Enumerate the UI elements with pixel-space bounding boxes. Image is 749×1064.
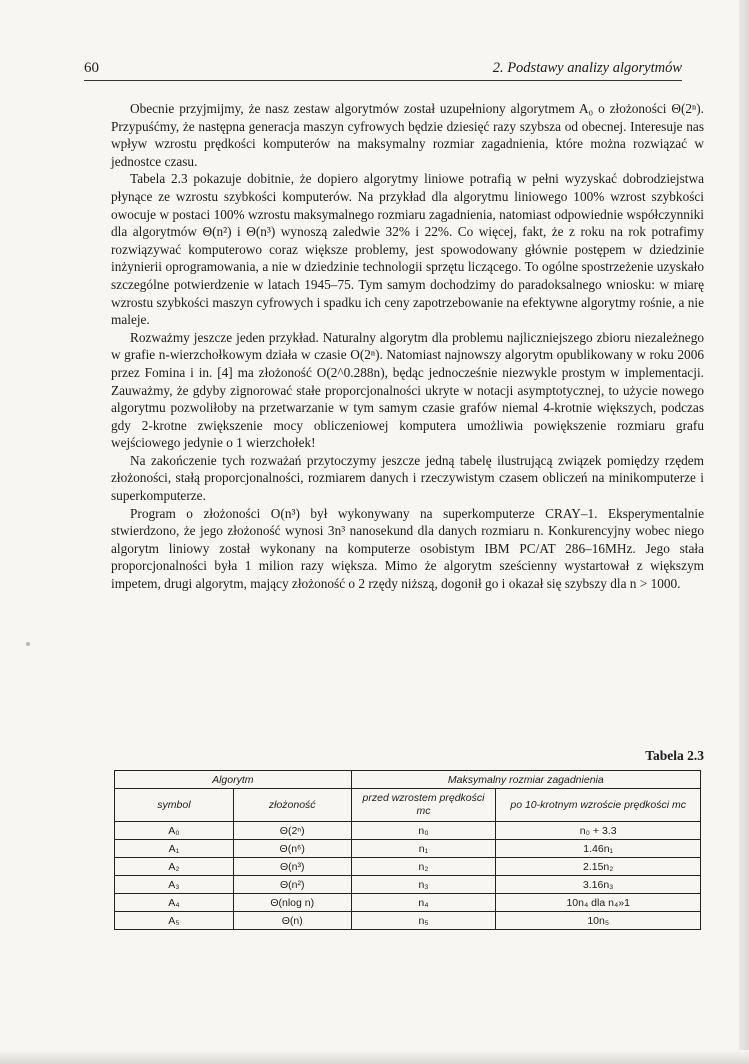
column-header-before: przed wzrostem prędkości mc bbox=[351, 789, 496, 822]
cell-symbol: A₃ bbox=[115, 876, 234, 894]
table-row bbox=[115, 876, 701, 894]
cell-symbol: A₂ bbox=[115, 858, 234, 876]
cell-symbol: A₀ bbox=[115, 822, 234, 840]
table-row bbox=[115, 894, 701, 912]
table-row bbox=[115, 822, 701, 840]
cell-before: n₂ bbox=[351, 858, 496, 876]
page-header bbox=[84, 58, 682, 81]
cell-after: 3.16n₃ bbox=[496, 876, 701, 894]
cell-complexity: Θ(n⁶) bbox=[233, 840, 351, 858]
cell-after: 1.46n₁ bbox=[496, 840, 701, 858]
cell-after: 10n₄ dla n₄»1 bbox=[496, 894, 701, 912]
cell-before: n₃ bbox=[351, 876, 496, 894]
cell-before: n₀ bbox=[351, 822, 496, 840]
cell-after: 10n₅ bbox=[496, 912, 701, 930]
paragraph-2: Tabela 2.3 pokazuje dobitnie, że dopiero algorytmy liniowe potrafią w pełni wyzyskać dobrodziejstwa płynące ze wzrostu szybkości komputerów. Na przykład dla algorytmu liniowego 100% wzrost szybkości owocuje w postaci 100% wzrostu maksymalnego rozmiaru zagadnienia, natomiast odpowiednie współczynniki dla algorytmów Θ(n²) i Θ(n³) wynoszą zaledwie 32% i 22%. Co więcej, fakt, że z roku na rok potrafimy rozwiązywać komputerowo coraz większe problemy, jest spowodowany głównie postępem w dziedzinie inżynierii oprogramowania, a nie w dziedzinie technologii sprzętu liczącego. To ogólne spostrzeżenie uzyskało szczególne potwierdzenie w latach 1945–75. Tym samym dochodzimy do paradoksalnego wniosku: w miarę wzrostu szybkości maszyn cyfrowych i spadku ich ceny zapotrzebowanie na efektywne algorytmy rośnie, a nie maleje. bbox=[111, 171, 704, 328]
page-body bbox=[111, 100, 704, 927]
cell-after: 2.15n₂ bbox=[496, 858, 701, 876]
group-header-algorytm: Algorytm bbox=[115, 771, 352, 789]
cell-complexity: Θ(nlog n) bbox=[233, 894, 351, 912]
cell-before: n₁ bbox=[351, 840, 496, 858]
group-header-max-size: Maksymalny rozmiar zagadnienia bbox=[351, 771, 700, 789]
cell-after: n₀ + 3.3 bbox=[496, 822, 701, 840]
running-title: 2. Podstawy analizy algorytmów bbox=[492, 60, 682, 76]
cell-symbol: A₄ bbox=[115, 894, 234, 912]
table-column-header-row bbox=[115, 789, 701, 822]
table-group-header-row bbox=[115, 771, 701, 789]
page-edge bbox=[739, 0, 749, 1064]
table-row bbox=[115, 912, 701, 930]
paragraph-1: Obecnie przyjmijmy, że nasz zestaw algorytmów został uzupełniony algorytmem A₀ o złożoności Θ(2ⁿ). Przypuśćmy, że następna generacja maszyn cyfrowych będzie dziesięć razy szybsza od obecnej. Interesuje nas wpływ wzrostu prędkości komputerów na maksymalny rozmiar zagadnienia, które można rozwiązać w jednostce czasu. bbox=[111, 101, 704, 169]
paragraph-3: Rozważmy jeszcze jeden przykład. Naturalny algorytm dla problemu najliczniejszego zbioru niezależnego w grafie n-wierzchołkowym działa w czasie O(2ⁿ). Natomiast najnowszy algorytm opublikowany w roku 2006 przez Fomina i in. [4] ma złożoność O(2^0.288n), będąc jednocześnie niezwykle prostym w implementacji. Zauważmy, że gdyby zignorować stałe proporcjonalności ukryte w notacji asymptotycznej, to użycie nowego algorytmu pozwoliłoby na przetwarzanie w tym samym czasie grafów niemal 4-krotnie większych, podczas gdy 2-krotne zwiększenie mocy obliczeniowej komputera umożliwia powiększenie rozmiaru grafu wejściowego jedynie o 1 wierzchołek! bbox=[111, 329, 704, 451]
cell-symbol: A₁ bbox=[115, 840, 234, 858]
table-row bbox=[115, 840, 701, 858]
complexity-table bbox=[114, 770, 701, 930]
paragraph-5: Program o złożoności O(n³) był wykonywany na superkomputerze CRAY–1. Eksperymentalnie stwierdzono, że jego złożoność wynosi 3n³ nanosekund dla danych rozmiaru n. Konkurencyjny wobec niego algorytm liniowy został wykonany na komputerze osobistym IBM PC/AT 286–16MHz. Jego stała proporcjonalności była 1 milion razy większa. Mimo że algorytm sześcienny wystartował z większym impetem, drugi algorytm, mający złożoność o 2 rzędy niższą, dogonił go i okazał się szybszy dla n > 1000. bbox=[111, 505, 704, 592]
column-header-symbol: symbol bbox=[115, 789, 234, 822]
table-caption: Tabela 2.3 bbox=[645, 748, 704, 763]
column-header-after: po 10-krotnym wzroście prędkości mc bbox=[496, 789, 701, 822]
cell-complexity: Θ(2ⁿ) bbox=[233, 822, 351, 840]
column-header-complexity: złożoność bbox=[233, 789, 351, 822]
page-number: 60 bbox=[84, 60, 99, 76]
paragraph-4: Na zakończenie tych rozważań przytoczymy jeszcze jedną tabelę ilustrującą związek pomiędzy rzędem złożoności, stałą proporcjonalności, rozmiarem danych i rzeczywistym czasem obliczeń na minikomputerze i superkomputerze. bbox=[111, 452, 704, 504]
cell-complexity: Θ(n³) bbox=[233, 858, 351, 876]
page-bottom-edge bbox=[0, 1050, 749, 1064]
cell-symbol: A₅ bbox=[115, 912, 234, 930]
cell-complexity: Θ(n) bbox=[233, 912, 351, 930]
cell-before: n₄ bbox=[351, 894, 496, 912]
scan-dot bbox=[26, 642, 30, 646]
cell-complexity: Θ(n²) bbox=[233, 876, 351, 894]
table-row bbox=[115, 858, 701, 876]
cell-before: n₅ bbox=[351, 912, 496, 930]
